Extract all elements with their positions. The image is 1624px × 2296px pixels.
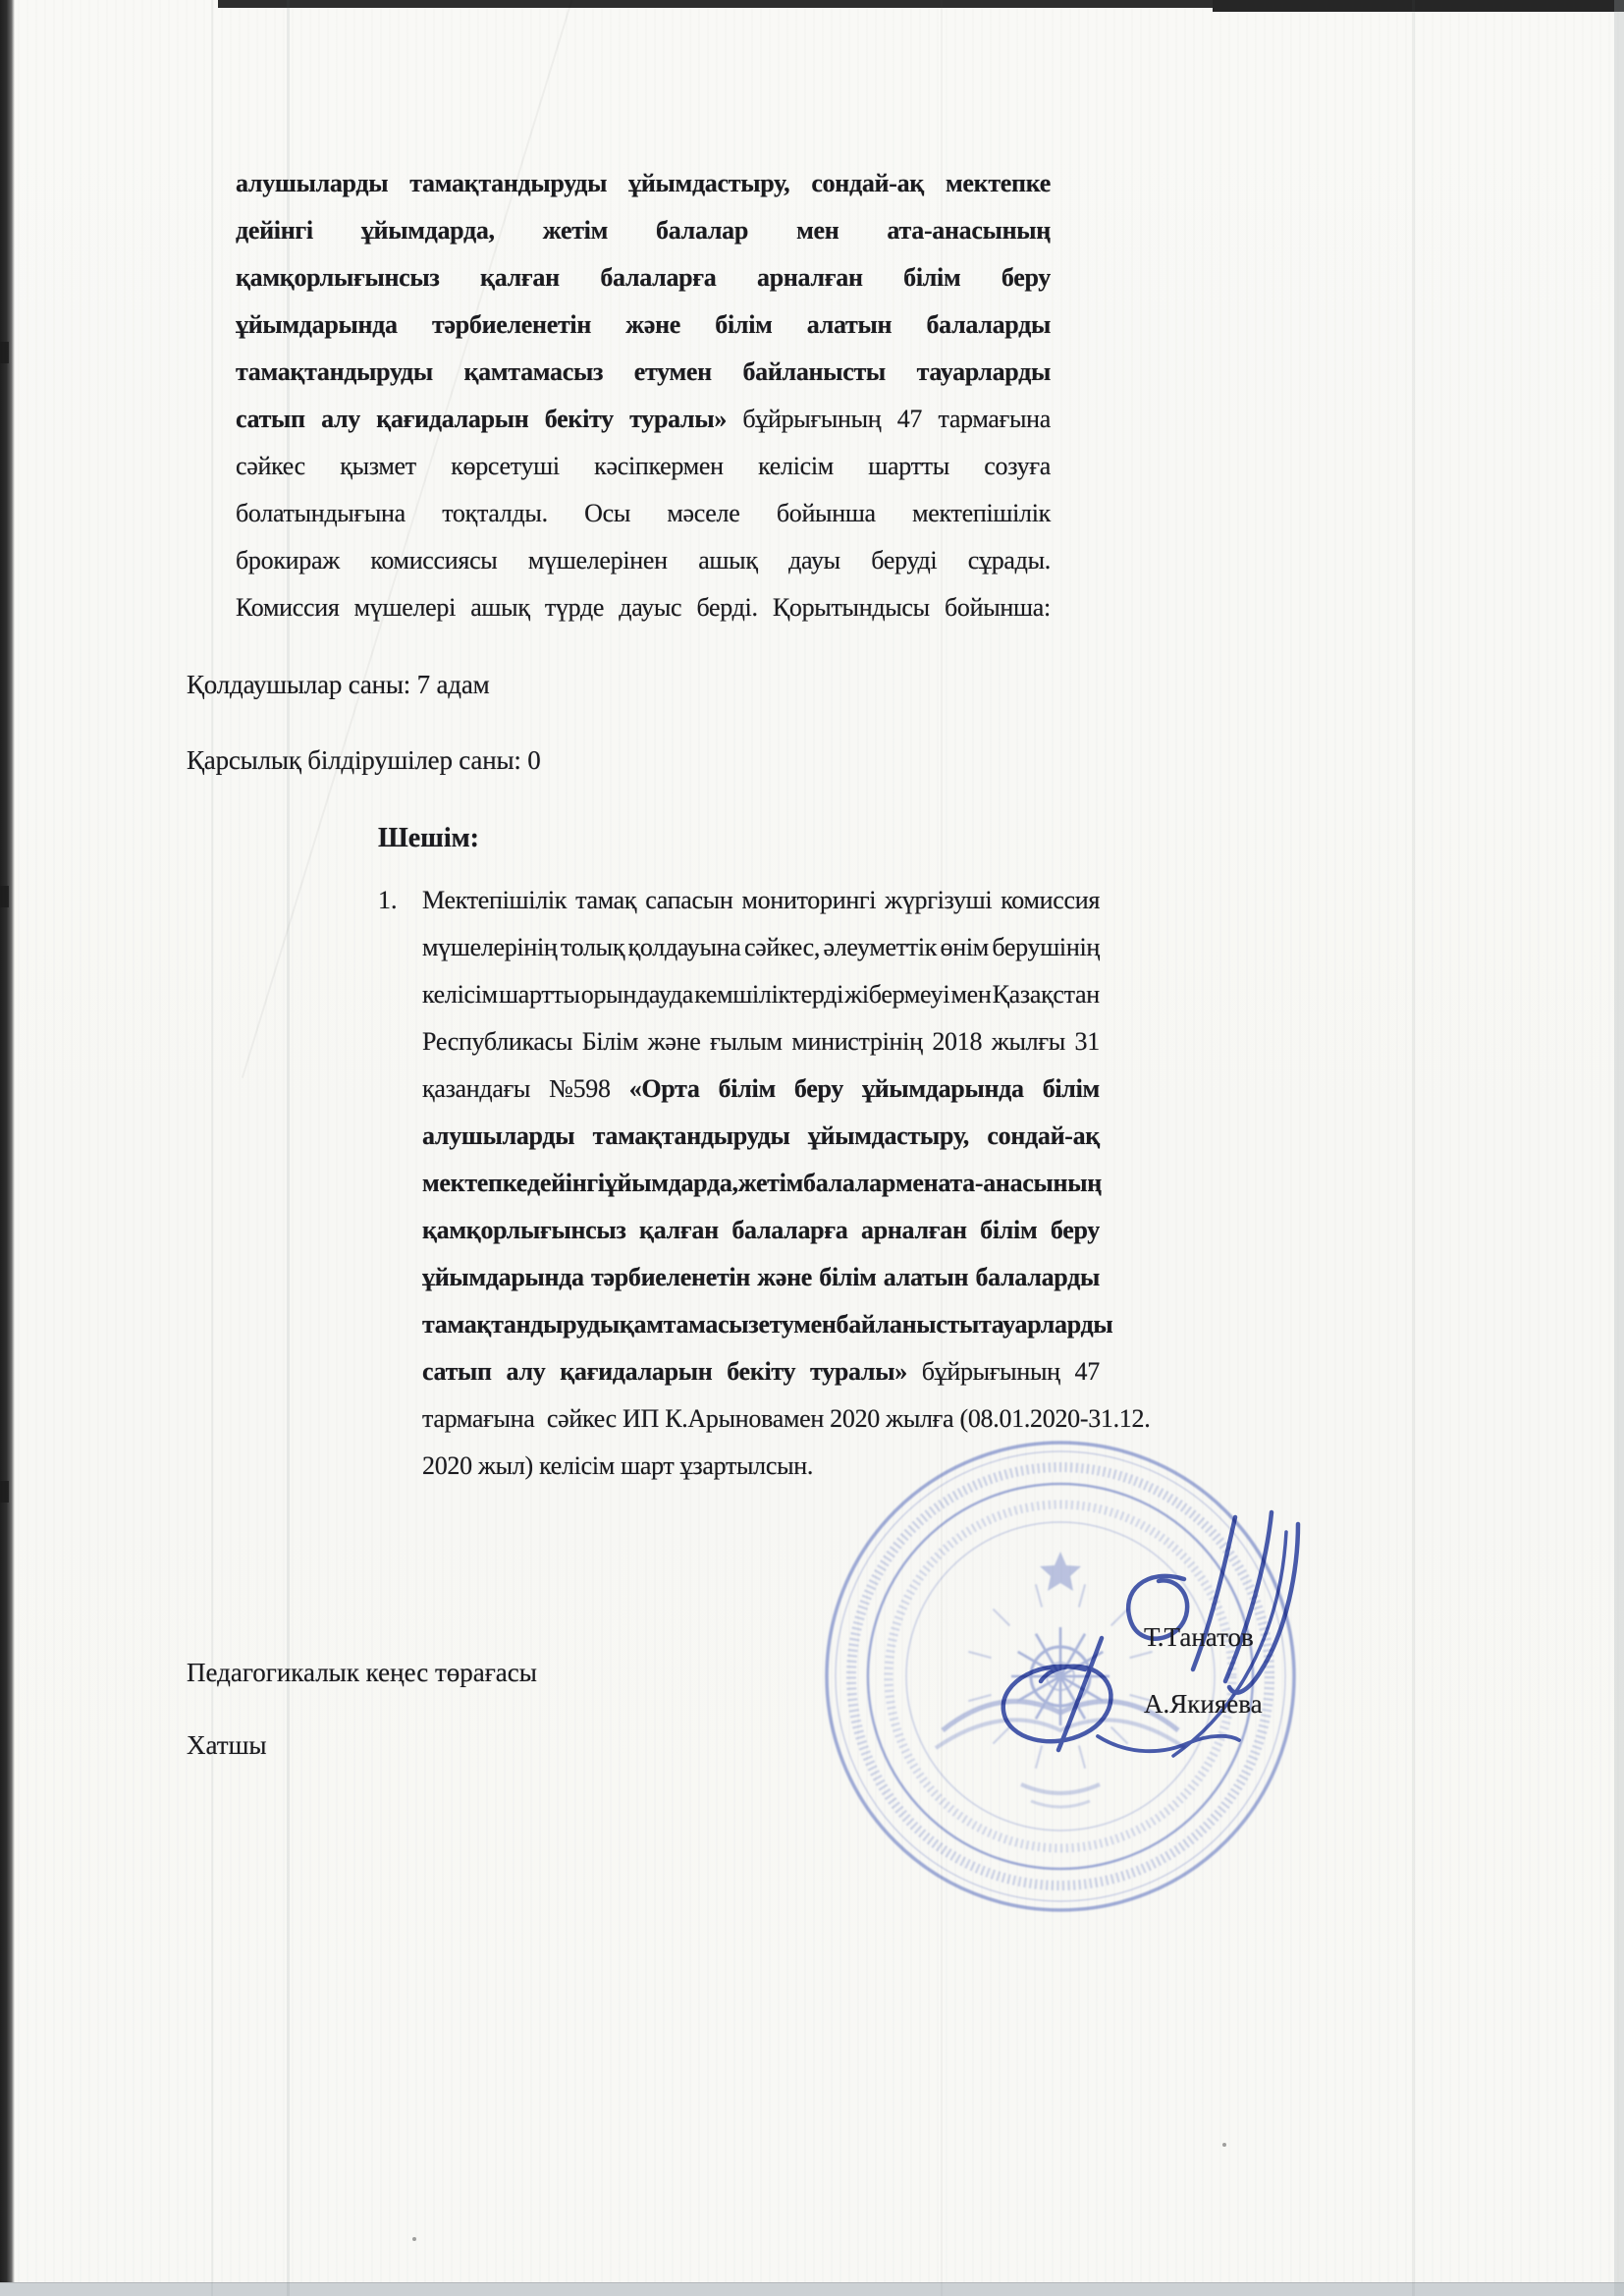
bleedthrough-text-artifact bbox=[304, 1550, 815, 1572]
scan-speck bbox=[412, 2237, 416, 2241]
scan-streak bbox=[211, 0, 213, 2296]
vote-supporters-line: Қолдаушылар саны: 7 адам bbox=[187, 670, 490, 699]
text-line: сатып алу қағидаларын бекіту туралы» бұйрығының 47 тармағына bbox=[236, 405, 1051, 433]
scan-speck bbox=[1222, 2143, 1226, 2147]
text-line: алушыларды тамақтандыруды ұйымдастыру, сондай-ақ bbox=[422, 1121, 1100, 1150]
bleedthrough-text-artifact bbox=[437, 2077, 1360, 2100]
bleedthrough-text-artifact bbox=[476, 2035, 1360, 2057]
chairman-name: Т.Танатов bbox=[1144, 1622, 1254, 1652]
bleedthrough-text-artifact bbox=[304, 2175, 943, 2198]
secretary-role-label: Хатшы bbox=[187, 1730, 267, 1760]
bleedthrough-text-artifact bbox=[560, 643, 1021, 666]
text-line: брокираж комиссиясы мүшелерінен ашық дауы беруді сұрады. bbox=[236, 546, 1051, 574]
text-line: мектепке дейінгі ұйымдарда, жетім балалар мен ата-анасының bbox=[422, 1169, 1102, 1197]
scan-edge-notch bbox=[0, 886, 9, 907]
secretary-name: А.Якияева bbox=[1144, 1689, 1263, 1719]
vote-opponents-line: Қарсылық білдірушілер саны: 0 bbox=[187, 745, 541, 775]
text-line: Республикасы Білім және ғылым министрінің 2018 жылғы 31 bbox=[422, 1027, 1100, 1056]
bleedthrough-text-artifact bbox=[761, 707, 1105, 730]
text-line: қамқорлығынсыз қалған балаларға арналған білім беру bbox=[236, 263, 1051, 292]
decision-item-text bbox=[422, 877, 1151, 1490]
text-line: тамақтандыруды қамтамасыз етумен байланысты тауарларды bbox=[422, 1310, 1113, 1339]
text-line: мүшелерінің толық қолдауына сәйкес, әлеуметтік өнім берушінің bbox=[422, 933, 1100, 961]
scan-streak bbox=[1412, 0, 1415, 2296]
text-line: сатып алу қағидаларын бекіту туралы» бұйрығының 47 bbox=[422, 1357, 1100, 1386]
text-line: ұйымдарында тәрбиеленетін және білім алатын балаларды bbox=[422, 1263, 1100, 1291]
main-paragraph bbox=[236, 160, 1051, 631]
text-line: тамақтандыруды қамтамасыз етумен байланысты тауарларды bbox=[236, 357, 1051, 386]
text-line: келісім шартты орындауда кемшіліктерді жібермеуі мен Қазақстан bbox=[422, 980, 1100, 1009]
scan-edge-notch bbox=[0, 1481, 9, 1503]
bleedthrough-text-artifact bbox=[304, 1726, 727, 1749]
text-line: сәйкес қызмет көрсетуші кәсіпкермен келісім шартты созуға bbox=[236, 452, 1051, 480]
scan-edge-bottom bbox=[0, 2282, 1624, 2296]
decision-item-number: 1. bbox=[378, 886, 398, 914]
decision-heading: Шешім: bbox=[378, 823, 479, 853]
scan-edge-top-2 bbox=[1213, 0, 1624, 12]
text-line: тармағына сәйкес ИП К.Арыновамен 2020 жылға (08.01.2020-31.12. bbox=[422, 1404, 1151, 1433]
bleedthrough-text-artifact bbox=[329, 1921, 741, 1943]
text-line: қамқорлығынсыз қалған балаларға арналған білім беру bbox=[422, 1216, 1100, 1244]
text-line: Мектепішілік тамақ сапасын мониторингі жүргізуші комиссия bbox=[422, 886, 1100, 914]
text-line: Комиссия мүшелері ашық түрде дауыс берді. Қорытындысы бойынша: bbox=[236, 593, 1051, 622]
text-line: болатындығына тоқталды. Осы мәселе бойынша мектепішілік bbox=[236, 499, 1051, 527]
bleedthrough-text-artifact bbox=[388, 2119, 1350, 2142]
bleedthrough-text-artifact bbox=[555, 774, 967, 796]
text-line: қазандағы №598 «Орта білім беру ұйымдарында білім bbox=[422, 1074, 1100, 1103]
scan-edge-notch bbox=[0, 342, 9, 363]
bleedthrough-text-artifact bbox=[1257, 2013, 1581, 2036]
bleedthrough-text-artifact bbox=[633, 827, 1026, 849]
text-line: дейінгі ұйымдарда, жетім балалар мен ата-анасының bbox=[236, 216, 1051, 245]
text-line: алушыларды тамақтандыруды ұйымдастыру, сондай-ақ мектепке bbox=[236, 169, 1051, 197]
scan-edge-right bbox=[1614, 0, 1624, 2296]
bleedthrough-text-artifact bbox=[339, 1950, 594, 1973]
text-line: ұйымдарында тәрбиеленетін және білім алатын балаларды bbox=[236, 310, 1051, 339]
text-line: 2020 жыл) келісім шарт ұзартылсын. bbox=[422, 1451, 814, 1480]
chairman-role-label: Педагогикалык кеңес төрағасы bbox=[187, 1658, 537, 1687]
